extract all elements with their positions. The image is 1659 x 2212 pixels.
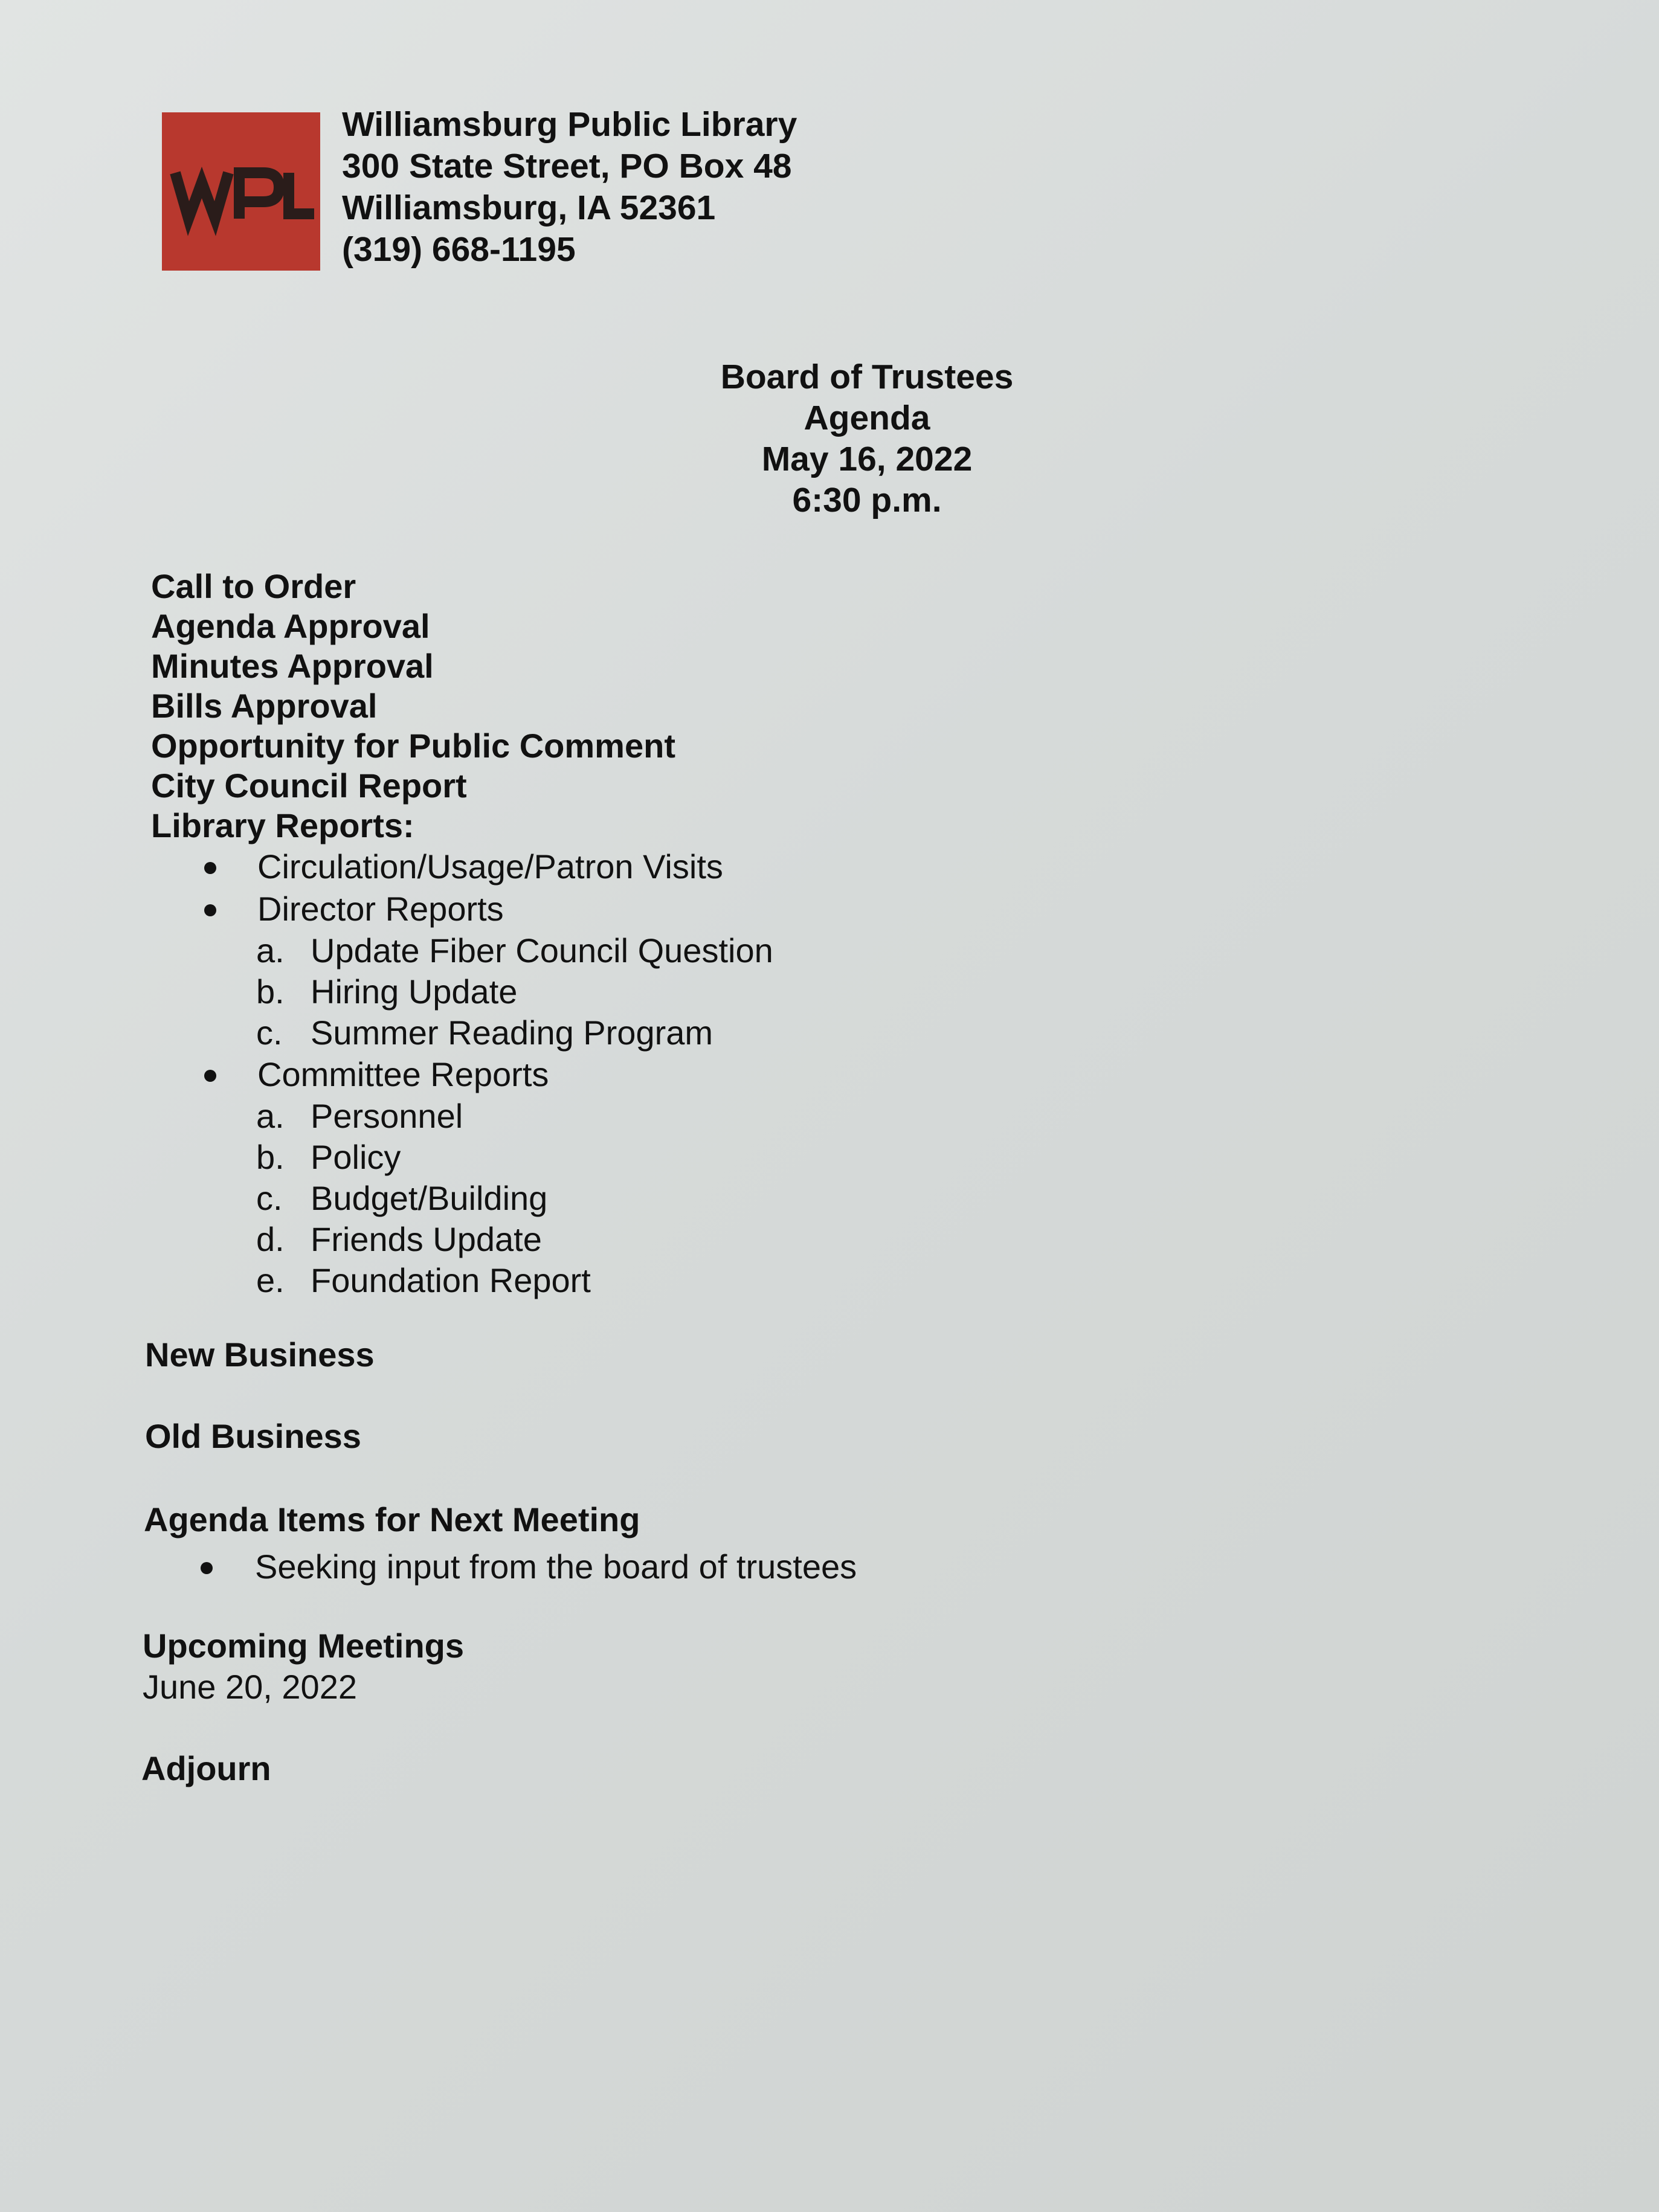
sub-item-letter: c. [256,1179,283,1217]
list-item-label: Seeking input from the board of trustees [255,1548,857,1586]
sub-item-committee [151,1178,773,1219]
sub-item-letter: a. [256,1097,285,1135]
list-item-label: Circulation/Usage/Patron Visits [257,847,723,886]
section-next-meeting: Agenda Items for Next Meeting [144,1500,640,1538]
meeting-time: 6:30 p.m. [792,481,942,519]
sub-item-director [151,971,773,1012]
sub-item-letter: b. [256,1138,285,1176]
sub-item-letter: e. [256,1261,285,1299]
section-upcoming-meetings: Upcoming Meetings [143,1627,465,1665]
list-item-next-meeting [255,1546,857,1588]
agenda-item-public-comment: Opportunity for Public Comment [151,727,675,765]
bullet-icon [204,862,216,874]
upcoming-meeting-date: June 20, 2022 [143,1668,357,1706]
sub-item-letter: a. [256,931,285,969]
sub-item-label: Friends Update [311,1220,542,1258]
sub-item-label: Personnel [311,1097,463,1135]
sub-item-committee [151,1096,773,1137]
sub-item-letter: d. [256,1220,285,1258]
bullet-icon [201,1562,213,1574]
sub-item-label: Budget/Building [311,1179,548,1217]
agenda-item-agenda-approval: Agenda Approval [151,607,430,645]
bullet-icon [204,904,216,916]
title-agenda: Agenda [804,399,930,437]
agenda-item-library-reports: Library Reports: [151,806,414,844]
library-city: Williamsburg, IA 52361 [342,188,716,227]
library-name: Williamsburg Public Library [342,105,797,144]
sub-item-label: Summer Reading Program [311,1014,714,1052]
sub-item-label: Foundation Report [311,1261,591,1299]
list-item-director-reports [151,888,773,930]
bullet-icon [204,1070,216,1082]
meeting-date: May 16, 2022 [761,440,973,478]
sub-item-letter: b. [256,973,285,1011]
library-logo [162,112,320,271]
letterhead [342,104,797,271]
logo-mark-icon [162,112,320,271]
agenda-item-city-council-report: City Council Report [151,767,467,805]
sub-item-label: Update Fiber Council Question [311,931,773,969]
sub-item-director [151,1012,773,1053]
agenda-item-bills-approval: Bills Approval [151,687,378,725]
sub-item-label: Policy [311,1138,401,1176]
section-adjourn: Adjourn [141,1749,271,1787]
list-item-committee-reports [151,1053,773,1096]
sub-item-committee [151,1137,773,1178]
agenda-item-minutes-approval: Minutes Approval [151,647,434,685]
library-phone: (319) 668-1195 [342,230,576,269]
sub-item-committee [151,1260,773,1301]
list-item-label: Committee Reports [257,1055,549,1093]
document-title [646,356,1087,521]
list-item-circulation [151,846,773,888]
sub-item-committee [151,1219,773,1260]
section-old-business: Old Business [145,1417,361,1455]
agenda-item-call-to-order: Call to Order [151,567,356,605]
sub-item-director [151,930,773,971]
section-new-business: New Business [145,1336,375,1374]
agenda-list [151,567,773,1301]
list-item-label: Director Reports [257,890,504,928]
library-address: 300 State Street, PO Box 48 [342,147,792,185]
sub-item-letter: c. [256,1014,283,1052]
title-board: Board of Trustees [720,358,1014,396]
sub-item-label: Hiring Update [311,973,518,1011]
